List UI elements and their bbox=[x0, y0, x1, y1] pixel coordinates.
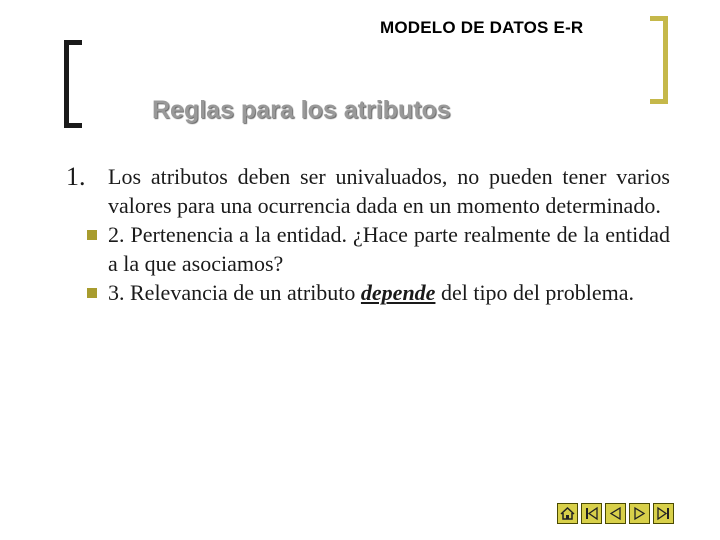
bullet-square-icon bbox=[87, 230, 97, 240]
previous-slide-icon bbox=[608, 506, 623, 521]
slide-content bbox=[68, 162, 670, 307]
bullet-square-icon bbox=[87, 288, 97, 298]
list-item bbox=[68, 162, 670, 220]
list-item-text-before: 3. Relevancia de un atributo bbox=[108, 280, 361, 305]
slide-header: MODELO DE DATOS E-R bbox=[380, 18, 584, 37]
previous-slide-button[interactable] bbox=[605, 503, 626, 524]
last-slide-icon bbox=[656, 506, 671, 521]
first-slide-icon bbox=[584, 506, 599, 521]
left-bracket-decoration bbox=[64, 40, 82, 128]
next-slide-button[interactable] bbox=[629, 503, 650, 524]
list-item-text: 2. Pertenencia a la entidad. ¿Hace parte realmente de la entidad a la que asociamos? bbox=[108, 222, 670, 276]
list-number: 1. bbox=[66, 162, 86, 191]
slide-title: Reglas para los atributos bbox=[152, 96, 451, 124]
emphasis-word: depende bbox=[360, 280, 436, 305]
list-item-text-after: del tipo del problema. bbox=[435, 280, 635, 305]
next-slide-icon bbox=[632, 506, 647, 521]
first-slide-button[interactable] bbox=[581, 503, 602, 524]
slide-navigation bbox=[557, 503, 674, 524]
list-item-text: Los atributos deben ser univaluados, no pueden tener varios valores para una ocurrencia dada en un momento determinado. bbox=[108, 164, 670, 218]
list-item bbox=[68, 278, 670, 307]
list-item bbox=[68, 220, 670, 278]
last-slide-button[interactable] bbox=[653, 503, 674, 524]
home-icon bbox=[560, 506, 575, 521]
right-bracket-decoration bbox=[650, 16, 668, 104]
home-button[interactable] bbox=[557, 503, 578, 524]
